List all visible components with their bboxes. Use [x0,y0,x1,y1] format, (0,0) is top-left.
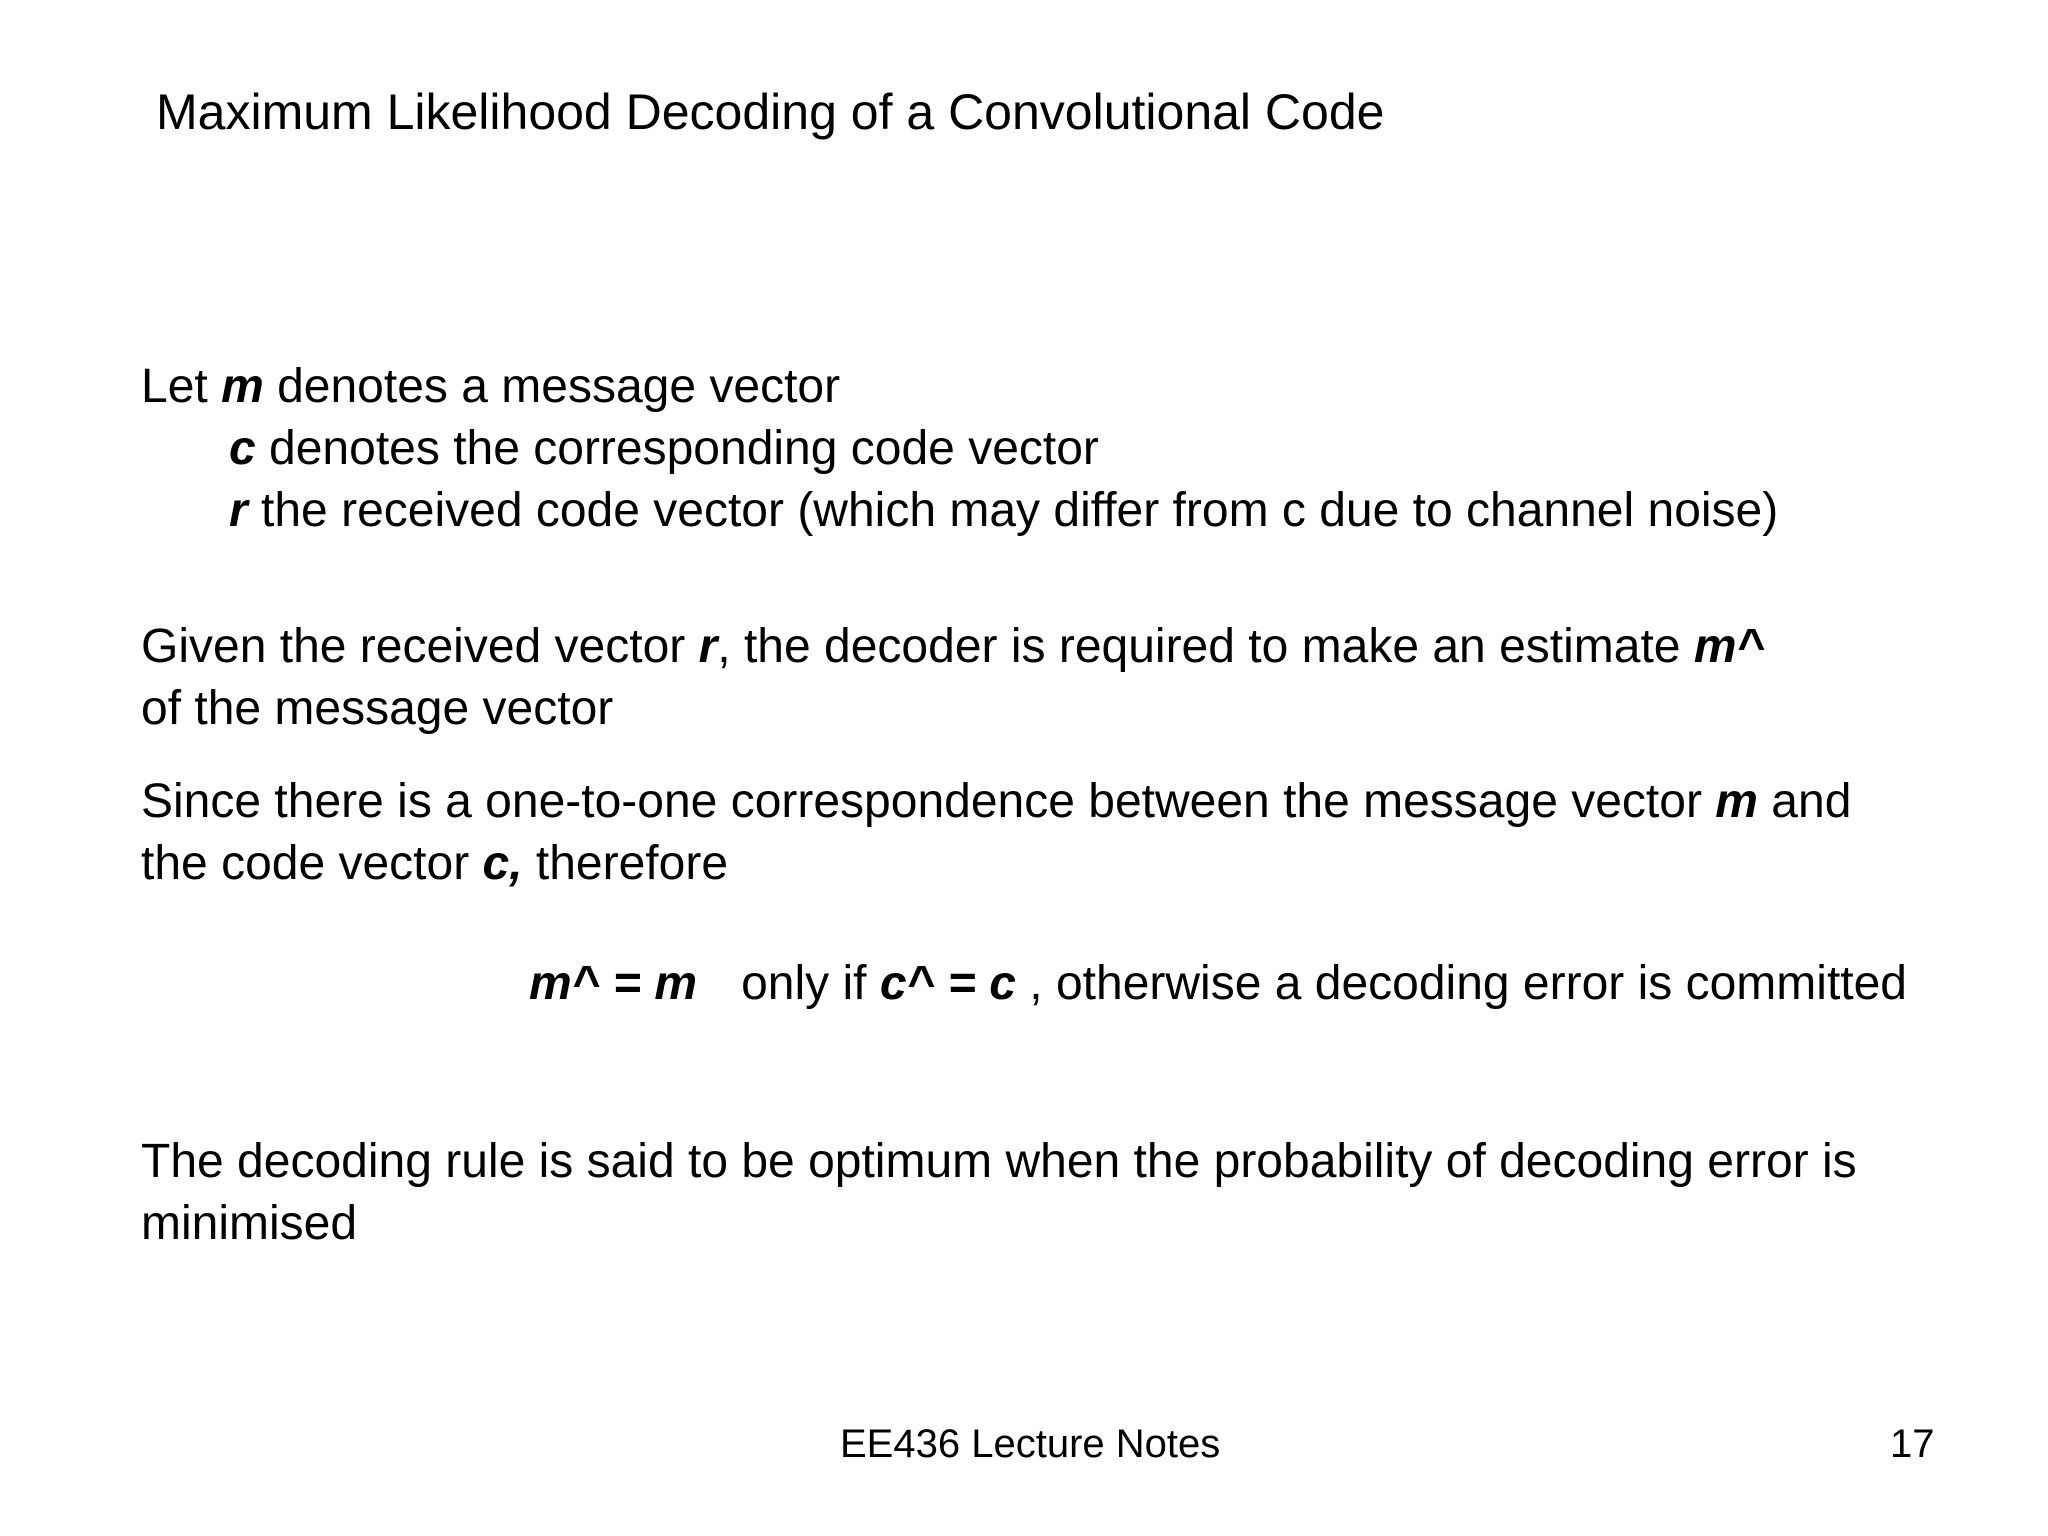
symbol-c-inline: c, [482,837,523,890]
definition-r-text: the received code vector (which may differ from c due to channel noise) [247,484,1779,537]
optimum-line-1: The decoding rule is said to be optimum when the probability of decoding error is [141,1135,1857,1188]
symbol-m: m [221,360,264,413]
given-line-2: of the message vector [141,682,614,735]
since-text-2: and [1757,775,1852,828]
symbol-m-hat: m^ [1693,620,1765,673]
definition-r-line [229,482,1778,540]
equation-condition: c^ = c [879,957,1016,1010]
since-text-1: Since there is a one-to-one correspondence between the message vector [141,775,1716,828]
since-text-4: therefore [522,837,729,890]
since-line-2 [141,835,728,893]
equation-line [529,955,1907,1013]
given-text-2: , the decoder is required to make an estimate [717,620,1694,673]
given-line-1 [141,618,1765,676]
given-text-1: Given the received vector [141,620,699,673]
definition-c-text: denotes the corresponding code vector [255,422,1099,475]
definition-c-line [229,420,1099,478]
optimum-line-2: minimised [141,1197,358,1250]
symbol-r: r [229,484,248,537]
definition-lead: Let [141,360,222,413]
equation-mid: only if [741,957,880,1010]
definition-m-text: denotes a message vector [263,360,841,413]
symbol-c: c [229,422,256,475]
definition-m-line [141,358,840,416]
footer-page-number: 17 [1890,1422,1935,1466]
equation-rest: , otherwise a decoding error is committed [1015,957,1907,1010]
since-line-1 [141,773,1851,831]
symbol-r-inline: r [698,620,718,673]
since-text-3: the code vector [141,837,483,890]
equation-lhs: m^ = m [529,957,698,1010]
slide-title: Maximum Likelihood Decoding of a Convolutional Code [156,84,1385,140]
symbol-m-inline: m [1715,775,1758,828]
footer-course-label: EE436 Lecture Notes [840,1422,1221,1466]
